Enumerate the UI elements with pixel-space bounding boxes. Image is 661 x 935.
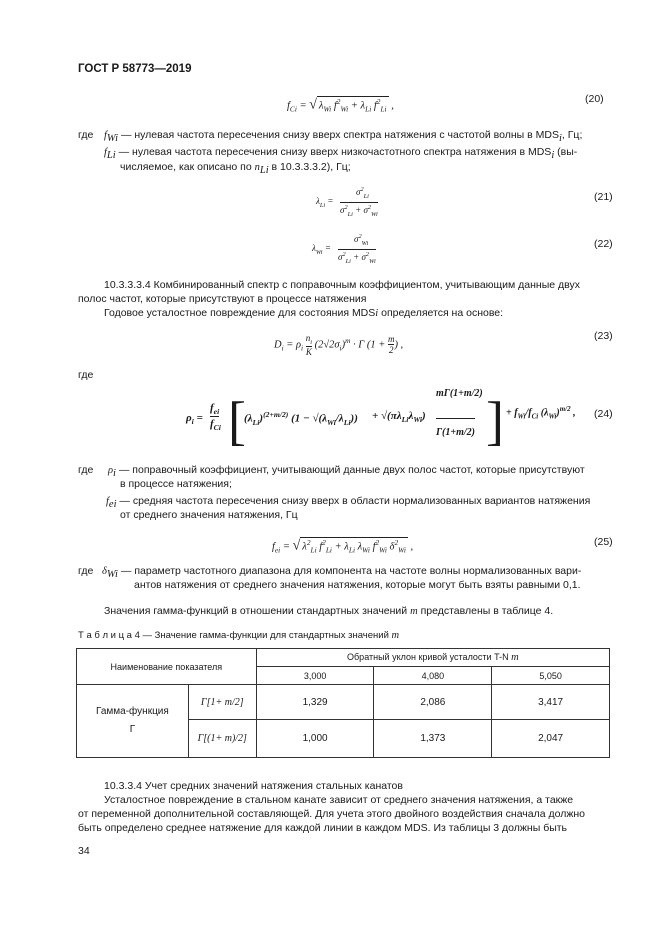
equation-25: $f_{ei}$ = √ $\lambda^2_{Li}$ $f^2_{Li} + \lambda_{Li}$ $\lambda_{Wi}$ $f^2_{Wi}$ $\delta^2_{Wi}$ , xyxy=(272,538,414,555)
table-cell: 2,086 xyxy=(374,685,492,720)
paragraph-gamma: Значения гамма-функций в отношении стандартных значений m представлены в таблице 4. xyxy=(104,605,554,617)
definition-fli-cont: числяемое, как описано по $n_{Li}$ в 10.3.3.3.2), Гц; xyxy=(120,161,351,177)
table-cell: 2,047 xyxy=(492,720,610,758)
equation-number-23: (23) xyxy=(594,330,613,342)
table-cell: 1,329 xyxy=(256,685,374,720)
table-cell: 1,373 xyxy=(374,720,492,758)
definition-fli: $f_{Li}$ — нулевая частота пересечения снизу вверх низкочастотного спектра натяжения в $MDS_i$ (вы- xyxy=(104,146,578,162)
definition-fei: $f_{ei}$ — средняя частота пересечения снизу вверх в области нормализованных вариантов натяжения xyxy=(106,495,591,511)
where-label-3: где xyxy=(78,464,94,476)
table-header-m-1: 3,000 xyxy=(256,667,374,685)
definition-rho: $\rho_i$ — поправочный коэффициент, учитывающий данные двух полос частот, которые присутствуют xyxy=(108,464,585,480)
paragraph-line: быть определено среднее натяжение для каждой линии в каждом MDS. Из таблицы 3 должны быть xyxy=(78,822,568,834)
table-header-m-3: 5,050 xyxy=(492,667,610,685)
table-formula-2: Г[(1+ m)/2] xyxy=(188,720,256,758)
paragraph-line: от переменной дополнительной составляющей. Для учета этого двойного воздействия сначала должно xyxy=(78,808,586,820)
table-cell: 3,417 xyxy=(492,685,610,720)
equation-number-20: (20) xyxy=(585,93,604,105)
paragraph-10-3-3-4: 10.3.3.4 Учет средних значений натяжения стальных канатов xyxy=(104,780,403,792)
table-row-label: Гамма-функция Г xyxy=(77,685,189,758)
document-header: ГОСТ Р 58773—2019 xyxy=(78,63,192,75)
paragraph-line: Годовое усталостное повреждение для состояния MDSi определяется на основе: xyxy=(104,307,504,319)
table-cell: 1,000 xyxy=(256,720,374,758)
table-caption: Т а б л и ц а 4 — Значение гамма-функции для стандартных значений m xyxy=(78,630,400,641)
equation-20: $f_{Ci}$ = √ $\lambda_{Wi}$ $f^2_{Wi} + \lambda_{Li}$ $f^2_{Li}$ , xyxy=(287,97,394,114)
paragraph-10-3-3-3-4: 10.3.3.3.4 Комбинированный спектр с поправочным коэффициентом, учитывающим данные двух xyxy=(104,279,581,291)
definition-rho-cont: в процессе натяжения; xyxy=(120,478,232,490)
page-number: 34 xyxy=(78,845,90,857)
where-label-4: где xyxy=(78,565,94,577)
paragraph-line: полос частот, которые присутствуют в процессе натяжения xyxy=(78,293,367,305)
definition-delta: $\delta_{Wi}$ — параметр частотного диапазона для компонента на частоте волны нормализованных вари- xyxy=(102,565,582,581)
paragraph-line: Усталостное повреждение в стальном канате зависит от среднего значения натяжения, а также xyxy=(104,794,574,806)
equation-23: $D_i = \rho_i$ $\frac{n_i}{K}$ $(2√2\sigma_i)^m \cdot Г$ (1 + $\frac{m}{2}$ ) , xyxy=(274,333,404,357)
document-page: ГОСТ Р 58773—2019 $f_{Ci}$ = √ $\lambda_{Wi}$ $f^2_{Wi} + \lambda_{Li}$ $f^2_{Li}$ , (20) где $f_{Wi}$ — нулевая частота пересечения снизу вверх спектра натяжения с частотой волны в $MDS_i$, Гц; $f_{Li}$ — нулевая частота пересечения снизу вверх низкочастотного спектра натяжения в $MDS_i$ (вы- числяемое, как описано по $n_{Li}$ в 10.3.3.3.2), Гц; $\lambda_{Li}$ = $\sigma^2_{Li}$ $\sigma^2_{Li} + \sigma^2_{Wi}$ (21) $\lambda_{Wi}$ = $\sigma^2_{Wi}$ $\sigma^2_{Li} + \sigma^2_{Wi}$ (22) 10.3.3.3.4 Комбинированный спектр с поправочным коэффициентом, учитывающим данные двух полос частот, которые присутствуют в процессе натяжения Годовое усталостное повреждение для состояния MDSi определяется на основе: $D_i = \rho_i$ $\frac{n_i}{K}$ $(2√2\sigma_i)^m \cdot Г$ (1 + $\frac{m}{2}$ ) , (23) где $\rho_i$ = $f_{ei}$ $f_{Ci}$ [ $(\lambda_{Li})^{(2+m/2)}$ $(1 - √(\lambda_{Wi}/\lambda_{Li}))$ + $√(\pi\lambda_{Li}\lambda_{Wi})$ mГ(1+m/2) Г(1+m/2) ] + $f_{Wi}/f_{Ci}$ $(\lambda_{Wi})^{m/2}$ , (24) где $\rho_i$ — поправочный коэффициент, учитывающий данные двух полос частот, которые присутствуют в процессе натяжения; $f_{ei}$ — средняя частота пересечения снизу вверх в области нормализованных вариантов натяжения от среднего значения натяжения, Гц $f_{ei}$ = √ $\lambda^2_{Li}$ $f^2_{Li} + \lambda_{Li}$ $\lambda_{Wi}$ $f^2_{Wi}$ $\delta^2_{Wi}$ , (25) где $\delta_{Wi}$ — параметр частотного диапазона для компонента на частоте волны нормализованных вари- антов натяжения от среднего значения натяжения, которые могут быть взяты равными 0,1. Значения гамма-функций в отношении стандартных значений m представлены в таблице 4. Т а б л и ц а 4 — Значение гамма-функции для стандартных значений m Наименование показателя Обратный уклон кривой усталости T-N m 3,000 4,080 5,050 Гамма-функция Г Г[1+ m/2] 1,329 2,086 3,417 Г[(1+ m)/2] 1,000 1,373 2,047 10.3.3.4 Учет средних значений натяжения стальных канатов Усталостное повреждение в стальном канате зависит от среднего значения натяжения, а также от переменной дополнительной составляющей. Для учета этого двойного воздействия сначала должно быть определено среднее натяжение для каждой линии в каждом MDS. Из таблицы 3 должны быть 34 xyxy=(78,63,613,857)
equation-number-21: (21) xyxy=(594,191,613,203)
table-header-slope: Обратный уклон кривой усталости T-N m xyxy=(256,649,609,667)
equation-number-25: (25) xyxy=(594,536,613,548)
equation-number-24: (24) xyxy=(594,408,613,420)
definition-fwi: $f_{Wi}$ — нулевая частота пересечения снизу вверх спектра натяжения с частотой волны в $MDS_i$, Гц; xyxy=(104,129,583,145)
equation-24-tail: + $f_{Wi}/f_{Ci}$ $(\lambda_{Wi})^{m/2}$ , xyxy=(506,405,576,421)
definition-delta-cont: антов натяжения от среднего значения натяжения, которые могут быть взяты равными 0,1. xyxy=(134,579,581,591)
equation-number-22: (22) xyxy=(594,238,613,250)
definition-fei-cont: от среднего значения натяжения, Гц xyxy=(120,509,298,521)
where-label-2: где xyxy=(78,369,94,381)
table-header-m-2: 4,080 xyxy=(374,667,492,685)
where-label-1: где xyxy=(78,129,94,141)
equation-24: $\rho_i$ = $f_{ei}$ $f_{Ci}$ [ $(\lambda_{Li})^{(2+m/2)}$ $(1 - √(\lambda_{Wi}/\lambda_{Li}))$ + $√(\pi\lambda_{Li}\lambda_{Wi})$ mГ(1+m/2) Г(1+m/2) ] xyxy=(186,388,504,451)
table-4 xyxy=(76,648,610,758)
table-formula-1: Г[1+ m/2] xyxy=(188,685,256,720)
table-header-indicator: Наименование показателя xyxy=(77,649,257,685)
